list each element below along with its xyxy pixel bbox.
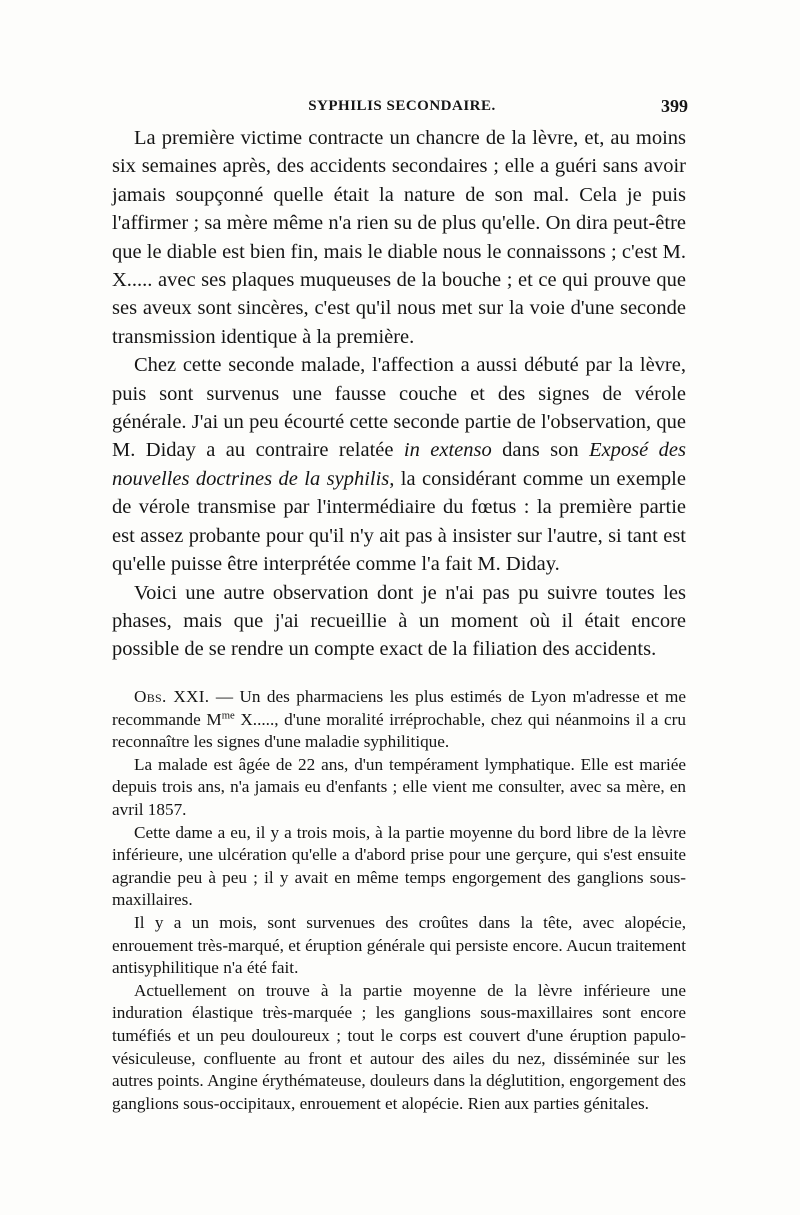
latin-phrase: in extenso xyxy=(403,439,492,462)
observation-paragraph-2: La malade est âgée de 22 ans, d'un tempérament lymphatique. Elle est mariée depuis trois ans, n'a jamais eu d'enfants ; elle vient me consulter, avec sa mère, en avril 1857. xyxy=(112,754,686,819)
observation-paragraph-4: Il y a un mois, sont survenues des croûtes dans la tête, avec alopécie, enrouement très-marqué, et éruption générale qui persiste encore. Aucun traitement antisyphilitique n'a été fait. xyxy=(112,912,686,978)
observation-intro-a: — Un des pharmaciens les plus estimés de Lyon m'adresse et me recommande M xyxy=(112,687,686,729)
observation-paragraph-5: Actuellement on trouve à la partie moyenne de la lèvre inférieure une induration élastique très-marquée ; les ganglions sous-maxillaires sont encore tuméfiés et un peu douloureux ; tout le corps est couvert d'une éruption papulo-vésiculeuse, confluente au front et autour des ailes du nez, disséminée sur les autres points. Angine érythémateuse, douleurs dans la déglutition, engorgement des ganglions sous-occipitaux, enrouement et alopécie. Rien aux parties génitales. xyxy=(112,980,686,1113)
page-number: 399 xyxy=(661,96,688,116)
paragraph-2 xyxy=(112,351,686,578)
paragraph-1: La première victime contracte un chancre de la lèvre, et, au moins six semaines après, des accidents secondaires ; elle a guéri sans avoir jamais soupçonné quelle était la nature de son mal. Cela je puis l'affirmer ; sa mère même n'a rien su de plus qu'elle. On dira peut-être que le diable est bien fin, mais le diable nous le connaissons ; c'est M. X..... avec ses plaques muqueuses de la bouche ; et ce qui prouve que ses aveux sont sincères, c'est qu'il nous met sur la voie d'une seconde transmission identique à la première. xyxy=(112,127,686,348)
running-title: SYPHILIS SECONDAIRE. xyxy=(308,98,496,114)
madame-superscript: me xyxy=(221,709,235,721)
observation-paragraph-3: Cette dame a eu, il y a trois mois, à la partie moyenne du bord libre de la lèvre inférieure, une ulcération qu'elle a d'abord prise pour une gerçure, qui s'est ensuite agrandie peu à peu ; il y avait en même temps engorgement des ganglions sous-maxillaires. xyxy=(112,822,686,910)
cited-work-title: Exposé des nouvelles doctrines de la syphilis, xyxy=(112,439,687,490)
observation-label: Obs. XXI. xyxy=(134,687,210,706)
paragraph-3: Voici une autre observation dont je n'ai pas pu suivre toutes les phases, mais que j'ai recueillie à un moment où il était encore possible de se rendre un compte exact de la filiation des accidents. xyxy=(112,581,686,661)
observation-block xyxy=(112,686,686,1115)
running-head xyxy=(116,98,688,122)
observation-intro-b: X....., d'une moralité irréprochable, chez qui néanmoins il a cru reconnaître les signes d'une maladie syphilitique. xyxy=(112,709,686,752)
observation-paragraph-1 xyxy=(112,686,686,754)
paragraph-2-part-a: Chez cette seconde malade, l'affection a aussi débuté par la lèvre, puis sont survenus une fausse couche et des signes de vérole générale. J'ai un peu écourté cette seconde partie de l'observation, que M. Diday a au contraire relatée xyxy=(112,354,686,462)
main-text xyxy=(112,124,686,664)
paragraph-2-part-c: la considérant comme un exemple de vérole transmise par l'intermédiaire du fœtus : la première partie est assez probante pour qu'il n'y ait pas à insister sur l'autre, si tant est qu'elle puisse être interprétée comme l'a fait M. Diday. xyxy=(112,467,686,576)
paragraph-2-part-b: dans son xyxy=(491,439,590,462)
